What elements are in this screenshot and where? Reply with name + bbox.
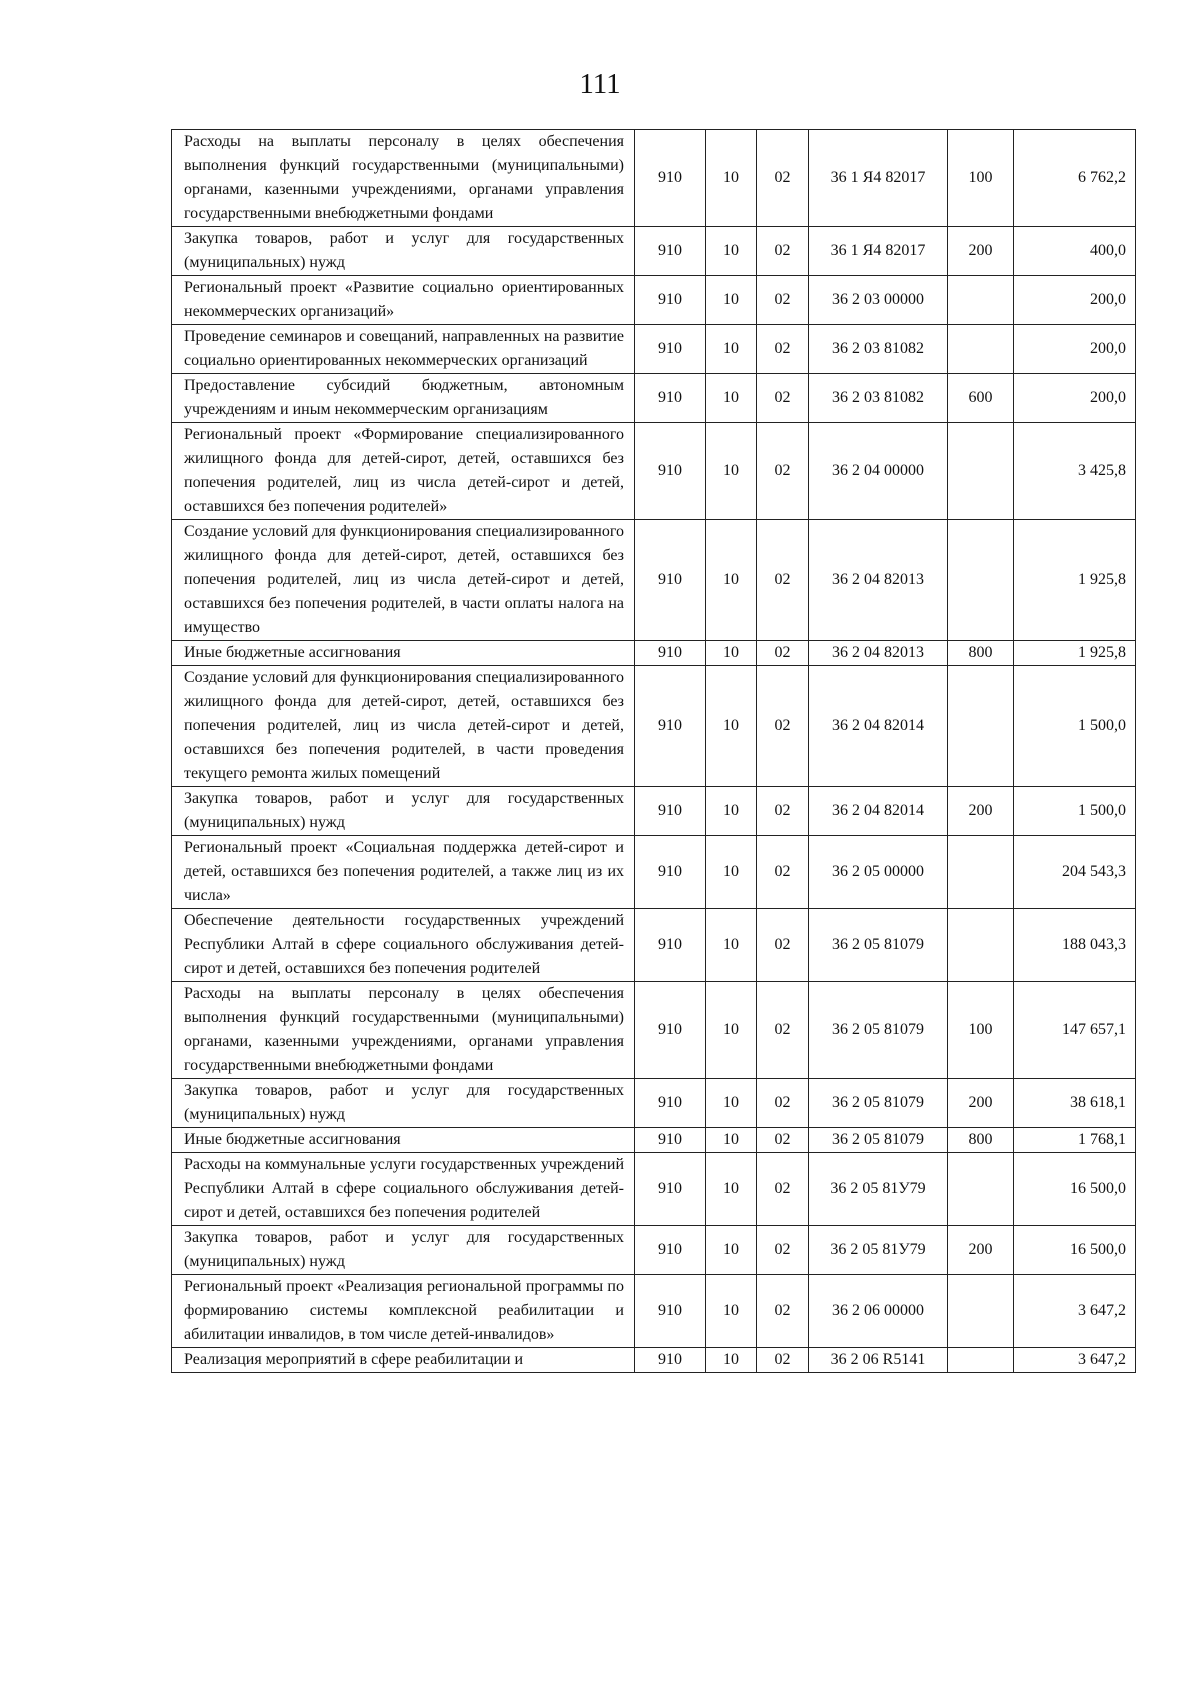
row-description: Закупка товаров, работ и услуг для государственных (муниципальных) нужд	[172, 227, 635, 276]
row-ministry-code: 910	[635, 1348, 706, 1373]
row-expense-type: 800	[948, 641, 1014, 666]
table-row	[172, 1079, 1136, 1128]
row-amount: 1 500,0	[1014, 787, 1136, 836]
row-amount: 200,0	[1014, 276, 1136, 325]
row-subsection-code: 02	[757, 276, 809, 325]
row-amount: 204 543,3	[1014, 836, 1136, 909]
row-description: Реализация мероприятий в сфере реабилитации и	[172, 1348, 635, 1373]
table-row	[172, 325, 1136, 374]
row-amount: 3 647,2	[1014, 1275, 1136, 1348]
row-section-code: 10	[706, 130, 757, 227]
row-section-code: 10	[706, 520, 757, 641]
table-row	[172, 666, 1136, 787]
row-ministry-code: 910	[635, 276, 706, 325]
row-amount: 16 500,0	[1014, 1226, 1136, 1275]
row-target-article: 36 2 04 00000	[809, 423, 948, 520]
row-target-article: 36 2 06 R5141	[809, 1348, 948, 1373]
row-section-code: 10	[706, 787, 757, 836]
row-expense-type	[948, 325, 1014, 374]
row-expense-type	[948, 520, 1014, 641]
row-description: Закупка товаров, работ и услуг для государственных (муниципальных) нужд	[172, 787, 635, 836]
row-subsection-code: 02	[757, 325, 809, 374]
row-subsection-code: 02	[757, 423, 809, 520]
row-subsection-code: 02	[757, 909, 809, 982]
row-amount: 16 500,0	[1014, 1153, 1136, 1226]
row-ministry-code: 910	[635, 787, 706, 836]
row-section-code: 10	[706, 1128, 757, 1153]
row-section-code: 10	[706, 1153, 757, 1226]
row-expense-type	[948, 909, 1014, 982]
row-expense-type: 100	[948, 982, 1014, 1079]
row-amount: 1 500,0	[1014, 666, 1136, 787]
row-subsection-code: 02	[757, 1128, 809, 1153]
row-description: Предоставление субсидий бюджетным, автономным учреждениям и иным некоммерческим организациям	[172, 374, 635, 423]
row-section-code: 10	[706, 836, 757, 909]
row-description: Закупка товаров, работ и услуг для государственных (муниципальных) нужд	[172, 1226, 635, 1275]
row-target-article: 36 2 06 00000	[809, 1275, 948, 1348]
row-description: Обеспечение деятельности государственных учреждений Республики Алтай в сфере социального обслуживания детей-сирот и детей, оставшихся без попечения родителей	[172, 909, 635, 982]
row-section-code: 10	[706, 641, 757, 666]
row-expense-type: 100	[948, 130, 1014, 227]
row-ministry-code: 910	[635, 423, 706, 520]
table-row	[172, 909, 1136, 982]
row-subsection-code: 02	[757, 1348, 809, 1373]
row-expense-type	[948, 836, 1014, 909]
row-ministry-code: 910	[635, 641, 706, 666]
row-amount: 1 925,8	[1014, 641, 1136, 666]
row-ministry-code: 910	[635, 1275, 706, 1348]
row-description: Расходы на коммунальные услуги государственных учреждений Республики Алтай в сфере социального обслуживания детей-сирот и детей, оставшихся без попечения родителей	[172, 1153, 635, 1226]
row-amount: 400,0	[1014, 227, 1136, 276]
table-row	[172, 423, 1136, 520]
table-row	[172, 1153, 1136, 1226]
row-target-article: 36 2 05 81У79	[809, 1226, 948, 1275]
table-row	[172, 1275, 1136, 1348]
row-subsection-code: 02	[757, 1153, 809, 1226]
row-ministry-code: 910	[635, 374, 706, 423]
row-description: Закупка товаров, работ и услуг для государственных (муниципальных) нужд	[172, 1079, 635, 1128]
row-description: Региональный проект «Развитие социально ориентированных некоммерческих организаций»	[172, 276, 635, 325]
row-ministry-code: 910	[635, 520, 706, 641]
row-description: Создание условий для функционирования специализированного жилищного фонда для детей-сирот, детей, оставшихся без попечения родителей, лиц из числа детей-сирот и детей, оставшихся без попечения родителей, в части проведения текущего ремонта жилых помещений	[172, 666, 635, 787]
row-target-article: 36 2 04 82014	[809, 666, 948, 787]
row-target-article: 36 2 05 81079	[809, 982, 948, 1079]
row-description: Региональный проект «Формирование специализированного жилищного фонда для детей-сирот, детей, оставшихся без попечения родителей, лиц из числа детей-сирот и детей, оставшихся без попечения родителей»	[172, 423, 635, 520]
row-expense-type: 200	[948, 787, 1014, 836]
table-row	[172, 130, 1136, 227]
table-row	[172, 1128, 1136, 1153]
row-section-code: 10	[706, 1079, 757, 1128]
table-row	[172, 1348, 1136, 1373]
row-amount: 1 768,1	[1014, 1128, 1136, 1153]
row-target-article: 36 2 03 81082	[809, 325, 948, 374]
row-expense-type	[948, 1348, 1014, 1373]
row-ministry-code: 910	[635, 227, 706, 276]
row-subsection-code: 02	[757, 130, 809, 227]
table-row	[172, 982, 1136, 1079]
row-section-code: 10	[706, 982, 757, 1079]
row-subsection-code: 02	[757, 641, 809, 666]
row-target-article: 36 1 Я4 82017	[809, 227, 948, 276]
table-row	[172, 836, 1136, 909]
row-section-code: 10	[706, 325, 757, 374]
row-section-code: 10	[706, 276, 757, 325]
row-ministry-code: 910	[635, 1128, 706, 1153]
row-section-code: 10	[706, 666, 757, 787]
row-amount: 3 425,8	[1014, 423, 1136, 520]
row-target-article: 36 2 04 82014	[809, 787, 948, 836]
row-expense-type: 200	[948, 1226, 1014, 1275]
row-section-code: 10	[706, 909, 757, 982]
row-ministry-code: 910	[635, 1079, 706, 1128]
row-subsection-code: 02	[757, 227, 809, 276]
row-ministry-code: 910	[635, 130, 706, 227]
row-description: Создание условий для функционирования специализированного жилищного фонда для детей-сирот, детей, оставшихся без попечения родителей, лиц из числа детей-сирот и детей, оставшихся без попечения родителей, в части оплаты налога на имущество	[172, 520, 635, 641]
row-section-code: 10	[706, 423, 757, 520]
row-expense-type: 800	[948, 1128, 1014, 1153]
row-target-article: 36 2 03 00000	[809, 276, 948, 325]
row-target-article: 36 1 Я4 82017	[809, 130, 948, 227]
row-expense-type: 600	[948, 374, 1014, 423]
row-ministry-code: 910	[635, 836, 706, 909]
row-description: Проведение семинаров и совещаний, направленных на развитие социально ориентированных некоммерческих организаций	[172, 325, 635, 374]
row-ministry-code: 910	[635, 666, 706, 787]
row-target-article: 36 2 05 81079	[809, 909, 948, 982]
table-row	[172, 641, 1136, 666]
row-amount: 3 647,2	[1014, 1348, 1136, 1373]
row-expense-type	[948, 1153, 1014, 1226]
row-description: Иные бюджетные ассигнования	[172, 1128, 635, 1153]
row-amount: 38 618,1	[1014, 1079, 1136, 1128]
row-description: Региональный проект «Реализация региональной программы по формированию системы комплексной реабилитации и абилитации инвалидов, в том числе детей-инвалидов»	[172, 1275, 635, 1348]
row-subsection-code: 02	[757, 520, 809, 641]
page-number: 111	[579, 68, 621, 100]
row-description: Расходы на выплаты персоналу в целях обеспечения выполнения функций государственными (муниципальными) органами, казенными учреждениями, органами управления государственными внебюджетными фондами	[172, 130, 635, 227]
row-expense-type: 200	[948, 1079, 1014, 1128]
row-section-code: 10	[706, 1226, 757, 1275]
row-section-code: 10	[706, 1275, 757, 1348]
row-subsection-code: 02	[757, 982, 809, 1079]
table-row	[172, 1226, 1136, 1275]
row-target-article: 36 2 05 00000	[809, 836, 948, 909]
row-ministry-code: 910	[635, 1226, 706, 1275]
table-row	[172, 227, 1136, 276]
row-amount: 200,0	[1014, 325, 1136, 374]
row-description: Расходы на выплаты персоналу в целях обеспечения выполнения функций государственными (муниципальными) органами, казенными учреждениями, органами управления государственными внебюджетными фондами	[172, 982, 635, 1079]
row-ministry-code: 910	[635, 909, 706, 982]
row-subsection-code: 02	[757, 787, 809, 836]
row-target-article: 36 2 05 81У79	[809, 1153, 948, 1226]
row-subsection-code: 02	[757, 1079, 809, 1128]
row-expense-type	[948, 666, 1014, 787]
budget-table-body	[172, 130, 1136, 1373]
table-row	[172, 276, 1136, 325]
row-section-code: 10	[706, 374, 757, 423]
row-subsection-code: 02	[757, 1275, 809, 1348]
row-subsection-code: 02	[757, 666, 809, 787]
row-amount: 147 657,1	[1014, 982, 1136, 1079]
row-description: Иные бюджетные ассигнования	[172, 641, 635, 666]
row-expense-type	[948, 1275, 1014, 1348]
row-amount: 188 043,3	[1014, 909, 1136, 982]
row-subsection-code: 02	[757, 836, 809, 909]
row-ministry-code: 910	[635, 325, 706, 374]
row-amount: 1 925,8	[1014, 520, 1136, 641]
row-section-code: 10	[706, 227, 757, 276]
row-amount: 200,0	[1014, 374, 1136, 423]
row-target-article: 36 2 03 81082	[809, 374, 948, 423]
row-target-article: 36 2 04 82013	[809, 641, 948, 666]
row-expense-type	[948, 276, 1014, 325]
row-section-code: 10	[706, 1348, 757, 1373]
row-description: Региональный проект «Социальная поддержка детей-сирот и детей, оставшихся без попечения родителей, а также лиц из их числа»	[172, 836, 635, 909]
row-amount: 6 762,2	[1014, 130, 1136, 227]
row-expense-type: 200	[948, 227, 1014, 276]
row-subsection-code: 02	[757, 374, 809, 423]
row-expense-type	[948, 423, 1014, 520]
row-target-article: 36 2 05 81079	[809, 1079, 948, 1128]
budget-table	[171, 129, 1136, 1373]
row-target-article: 36 2 04 82013	[809, 520, 948, 641]
row-target-article: 36 2 05 81079	[809, 1128, 948, 1153]
row-ministry-code: 910	[635, 982, 706, 1079]
table-row	[172, 520, 1136, 641]
table-row	[172, 787, 1136, 836]
row-ministry-code: 910	[635, 1153, 706, 1226]
table-row	[172, 374, 1136, 423]
row-subsection-code: 02	[757, 1226, 809, 1275]
